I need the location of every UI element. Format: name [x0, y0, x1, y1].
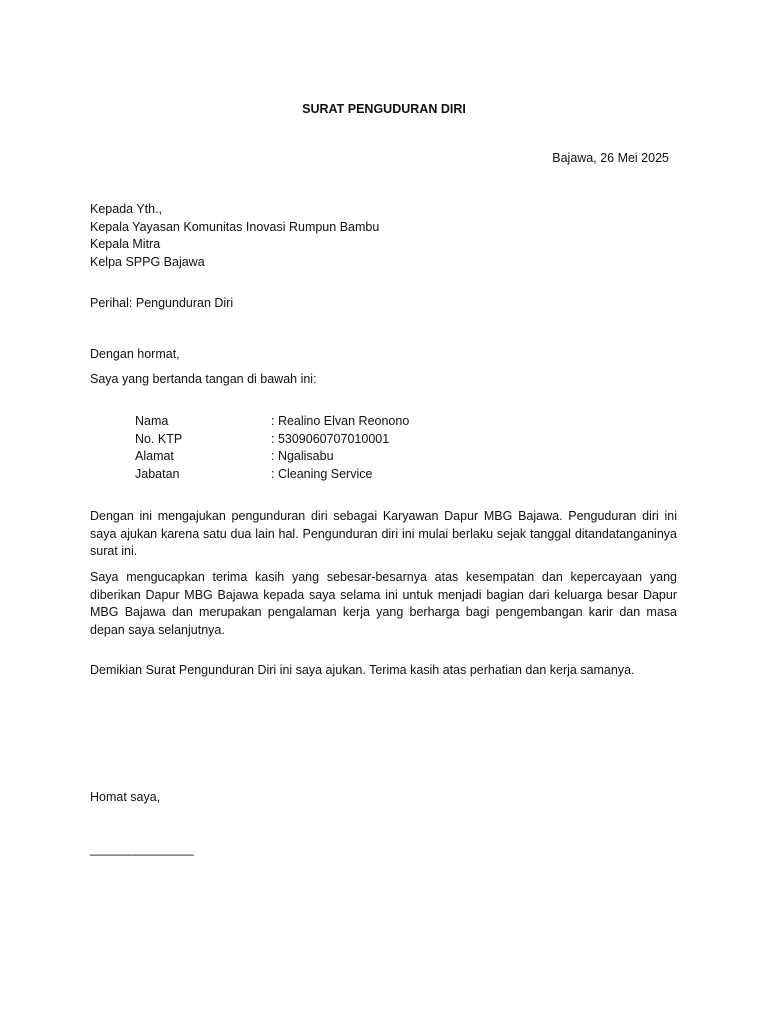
detail-row — [135, 431, 409, 449]
recipient-line: Kelpa SPPG Bajawa — [90, 254, 205, 269]
detail-label: Alamat — [135, 449, 174, 463]
detail-label: Jabatan — [135, 466, 180, 481]
detail-row — [135, 466, 409, 484]
body-paragraph-3: Demikian Surat Pengunduran Diri ini saya ajukan. Terima kasih atas perhatian dan kerja samanya. — [90, 663, 635, 677]
recipient-line: Kepala Mitra — [90, 237, 161, 251]
detail-value: : Realino Elvan Reonono — [271, 414, 410, 428]
body-paragraph-1: Dengan ini mengajukan pengunduran diri sebagai Karyawan Dapur MBG Bajawa. Penguduran diri ini saya ajukan karena satu dua lain hal. Pengunduran diri ini mulai berlaku sejak tanggal ditandatanganinya surat ini. — [90, 509, 677, 558]
detail-value: : Ngalisabu — [271, 449, 334, 463]
recipient-line: Kepada Yth., — [90, 202, 163, 216]
letter-date: Bajawa, 26 Mei 2025 — [552, 151, 669, 165]
recipient-block — [90, 201, 677, 271]
letter-intro: Saya yang bertanda tangan di bawah ini: — [90, 372, 317, 386]
detail-value: : Cleaning Service — [271, 466, 373, 481]
detail-value: : 5309060707010001 — [271, 431, 390, 446]
body-paragraph-2: Saya mengucapkan terima kasih yang sebesar-besarnya atas kesempatan dan kepercayaan yang diberikan Dapur MBG Bajawa kepada saya selama ini untuk menjadi bagian dari keluarga besar Dapur MBG Bajawa dan merupakan pengalaman kerja yang berharga bagi pengembangan karir dan masa depan saya selanjutnya. — [90, 570, 677, 637]
detail-row — [135, 413, 409, 431]
detail-row — [135, 448, 409, 466]
detail-label: Nama — [135, 414, 169, 428]
letter-subject: Perihal: Pengunduran Diri — [90, 296, 234, 310]
detail-label: No. KTP — [135, 431, 183, 446]
recipient-line: Kepala Yayasan Komunitas Inovasi Rumpun Bambu — [90, 219, 380, 234]
letter-greeting: Dengan hormat, — [90, 347, 180, 361]
letter-closing: Homat saya, — [90, 790, 161, 804]
identity-details — [135, 413, 409, 483]
letter-title: SURAT PENGUDURAN DIRI — [302, 102, 466, 116]
signature-line: ________________ — [90, 842, 194, 856]
